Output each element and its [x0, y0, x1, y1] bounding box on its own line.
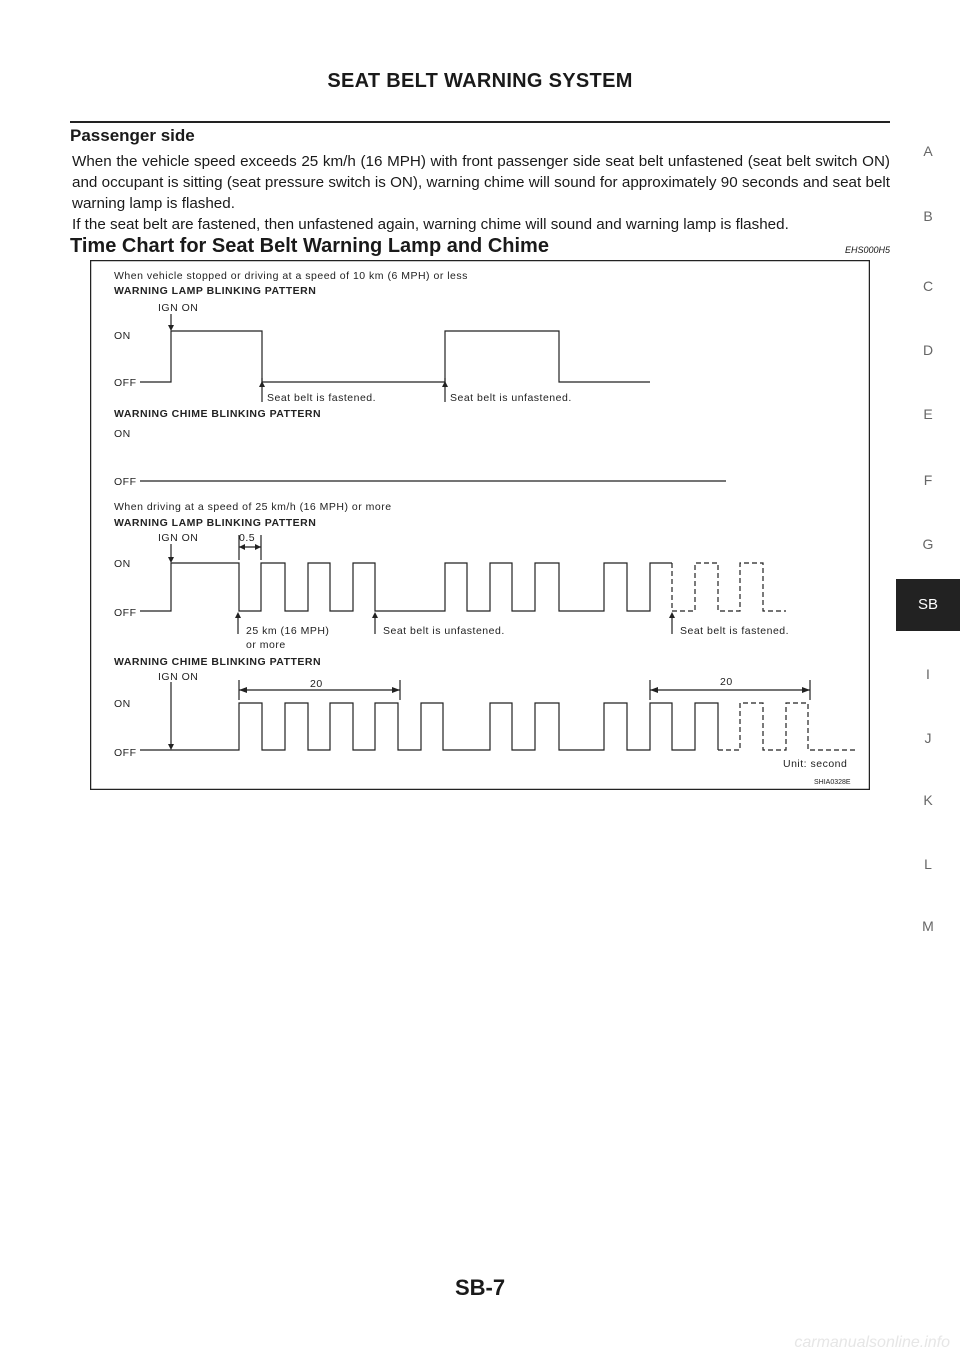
side-nav-c[interactable]: C	[922, 278, 934, 294]
case2-fastened-arrowhead	[669, 612, 675, 618]
speed-label-line1: 25 km (16 MPH)	[246, 625, 330, 637]
case2-chime-on-label: ON	[114, 698, 131, 710]
case1-unfastened-label: Seat belt is unfastened.	[450, 392, 572, 404]
speed-label-line2: or more	[246, 639, 286, 651]
case2-lamp-on-label: ON	[114, 558, 131, 570]
half-second-label: 0.5	[239, 532, 256, 544]
case2-chime-dashed	[718, 703, 855, 750]
side-nav-g[interactable]: G	[922, 536, 934, 552]
case2-lamp-off-label: OFF	[114, 607, 137, 619]
side-navigation	[896, 0, 960, 1000]
time-chart-figure	[90, 260, 870, 790]
chart-heading: Time Chart for Seat Belt Warning Lamp and Chime	[70, 235, 549, 257]
unit-label: Unit: second	[783, 758, 848, 770]
case2-unfastened-arrowhead	[372, 612, 378, 618]
side-nav-i[interactable]: I	[926, 666, 930, 682]
section-text	[72, 151, 890, 235]
page-header: SEAT BELT WARNING SYSTEM	[327, 70, 633, 92]
case2-ign-arrowhead	[168, 557, 174, 563]
case2-title: When driving at a speed of 25 km/h (16 MPH) or more	[114, 501, 392, 513]
side-nav-l[interactable]: L	[924, 856, 932, 872]
side-nav-d[interactable]: D	[922, 342, 934, 358]
case1-lamp-pattern-label: WARNING LAMP BLINKING PATTERN	[114, 285, 317, 297]
case1-lamp-off-label: OFF	[114, 377, 137, 389]
side-nav-m[interactable]: M	[922, 918, 934, 934]
case2-chime-pattern-label: WARNING CHIME BLINKING PATTERN	[114, 656, 322, 668]
page-number: SB-7	[454, 1275, 506, 1300]
case2-chime-waveform	[140, 703, 718, 750]
case2-chime-ign-label: IGN ON	[158, 671, 199, 683]
case2-unfastened-label: Seat belt is unfastened.	[383, 625, 505, 637]
case2-lamp-waveform	[140, 563, 672, 611]
side-nav-j[interactable]: J	[924, 730, 932, 746]
side-nav-f[interactable]: F	[923, 472, 933, 488]
case2-lamp-pattern-label: WARNING LAMP BLINKING PATTERN	[114, 517, 317, 529]
watermark: carmanualsonline.info	[794, 1334, 950, 1351]
section-title: Passenger side	[70, 126, 195, 145]
case2-chime-off-label: OFF	[114, 747, 137, 759]
case1-ign-arrowhead	[168, 325, 174, 331]
case1-lamp-ign-label: IGN ON	[158, 302, 199, 314]
case2-lamp-ign-label: IGN ON	[158, 532, 199, 544]
side-nav-e[interactable]: E	[923, 406, 933, 422]
side-nav-a[interactable]: A	[923, 143, 933, 159]
case2-chime-ign-arrowhead	[168, 744, 174, 750]
side-nav-sb-active[interactable]: SB	[896, 579, 960, 631]
reference-code: EHS000H5	[844, 245, 890, 255]
figure-code: SHIA0328E	[814, 779, 851, 786]
case2-fastened-label: Seat belt is fastened.	[680, 625, 790, 637]
case1-chime-off-label: OFF	[114, 476, 137, 488]
case1-lamp-on-label: ON	[114, 330, 131, 342]
case2-lamp-dashed	[672, 563, 786, 611]
case1-chime-on-label: ON	[114, 428, 131, 440]
time-chart-svg	[90, 260, 870, 790]
case1-title: When vehicle stopped or driving at a speed of 10 km (6 MPH) or less	[114, 270, 468, 282]
header-rule	[70, 121, 890, 123]
twenty-seconds-label-1: 20	[310, 678, 323, 690]
side-nav-b[interactable]: B	[923, 208, 933, 224]
paragraph-2: If the seat belt are fastened, then unfastened again, warning chime will sound and warning lamp is flashed.	[72, 216, 789, 233]
speed-arrowhead	[235, 612, 241, 618]
case1-chime-pattern-label: WARNING CHIME BLINKING PATTERN	[114, 408, 322, 420]
side-nav-k[interactable]: K	[923, 792, 933, 808]
twenty-seconds-label-2: 20	[720, 676, 733, 688]
case1-fastened-label: Seat belt is fastened.	[267, 392, 377, 404]
paragraph-1: When the vehicle speed exceeds 25 km/h (16 MPH) with front passenger side seat belt unfastened (seat belt switch ON) and occupant is sitting (seat pressure switch is ON), warning chime will sound for approximately 90 seconds and seat belt warning lamp is flashed.	[72, 153, 890, 212]
case1-lamp-waveform	[140, 331, 650, 382]
